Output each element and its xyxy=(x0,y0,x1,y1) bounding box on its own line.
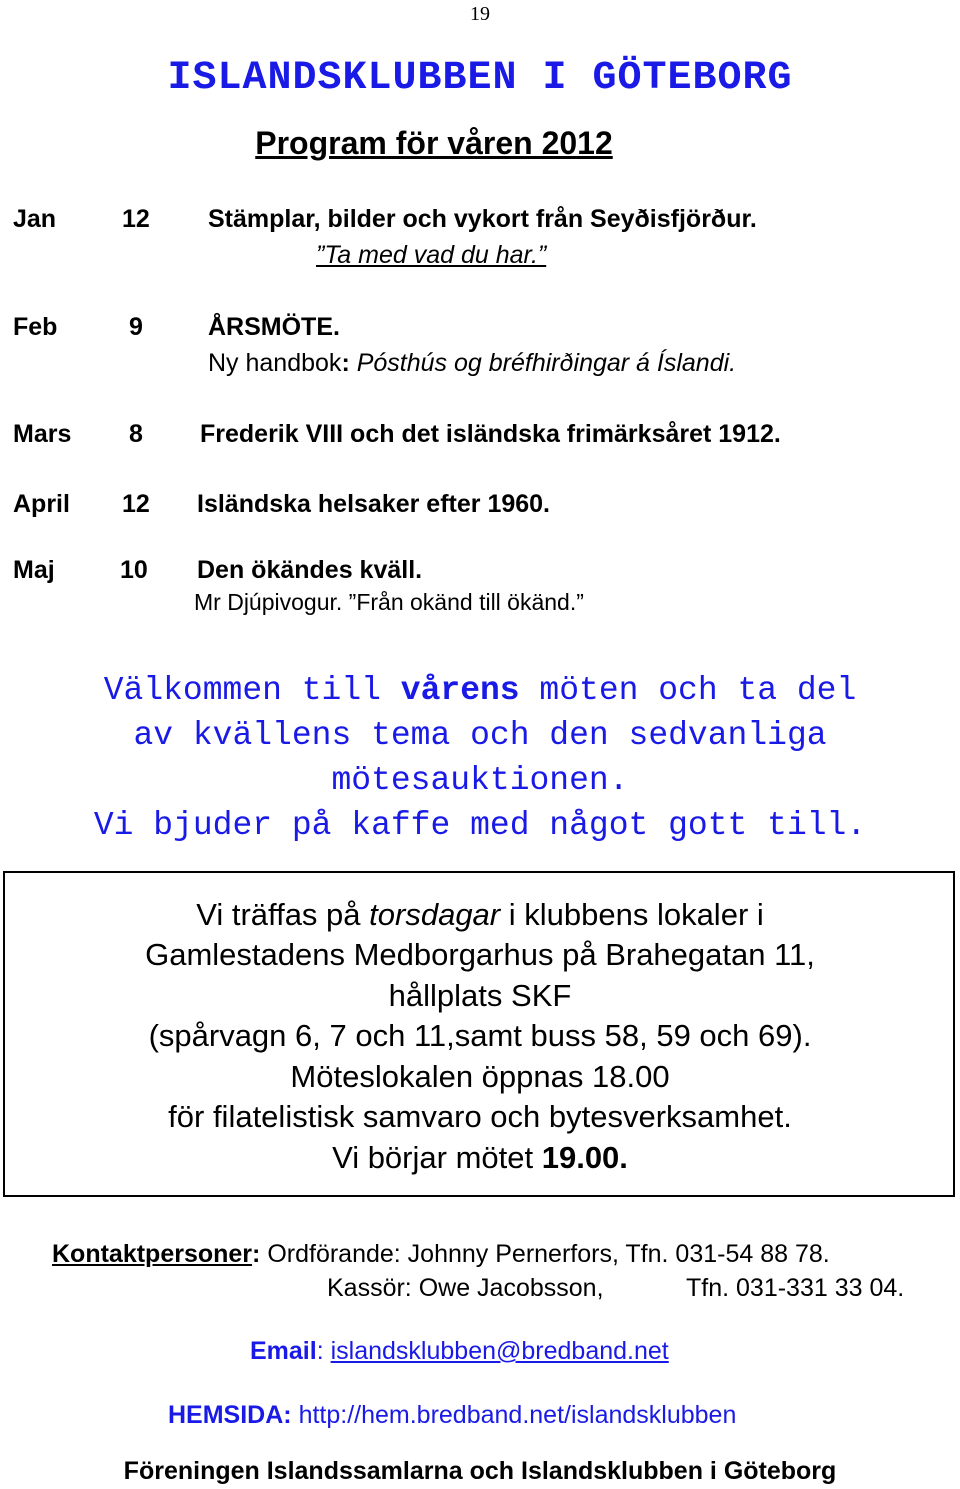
contacts-chair-line xyxy=(52,1240,830,1269)
email-line xyxy=(250,1337,669,1366)
event-day-feb: 9 xyxy=(129,313,143,341)
info-line-1-a: Vi träffas på xyxy=(196,897,370,932)
contacts-label: Kontaktpersoner xyxy=(52,1240,253,1268)
page-number: 19 xyxy=(470,3,490,25)
contacts-colon: : xyxy=(252,1240,261,1268)
info-line-5: Möteslokalen öppnas 18.00 xyxy=(290,1059,670,1094)
contacts-chair: Ordförande: Johnny Pernerfors, Tfn. 031-54 88 78. xyxy=(267,1240,830,1268)
event-day-jan: 12 xyxy=(122,205,150,233)
website-line xyxy=(168,1401,736,1430)
info-line-7-bold: 19.00. xyxy=(541,1140,628,1175)
program-title: Program för våren 2012 xyxy=(255,125,613,161)
event-title-jan: Stämplar, bilder och vykort från Seyðisfjörður. xyxy=(208,205,757,233)
event-note-maj xyxy=(194,589,584,616)
event-day-mars: 8 xyxy=(129,420,143,448)
website-label: HEMSIDA: xyxy=(168,1401,292,1429)
welcome-line-3: mötesauktionen. xyxy=(331,762,629,799)
welcome-line-1-a: Välkommen till xyxy=(103,672,401,709)
info-line-4: (spårvagn 6, 7 och 11,samt buss 58, 59 och 69). xyxy=(148,1018,812,1053)
event-note-maj-rest: ”Från okänd till ökänd.” xyxy=(348,589,584,615)
event-note-feb xyxy=(208,349,736,378)
info-line-6: för filatelistisk samvaro och bytesverksamhet. xyxy=(168,1099,792,1134)
event-note-feb-book: Pósthús og bréfhirðingar á Íslandi. xyxy=(356,349,737,377)
welcome-line-2: av kvällens tema och den sedvanliga xyxy=(133,717,827,754)
event-note-jan: ”Ta med vad du har.” xyxy=(316,241,547,269)
footer-text: Föreningen Islandssamlarna och Islandsklubben i Göteborg xyxy=(123,1457,837,1485)
email-link[interactable]: islandsklubben@bredband.net xyxy=(330,1337,669,1365)
event-month-maj: Maj xyxy=(13,556,55,584)
welcome-line-1 xyxy=(0,672,960,709)
email-label: Email xyxy=(250,1337,317,1365)
info-line-2: Gamlestadens Medborgarhus på Brahegatan 11, xyxy=(145,937,815,972)
email-colon: : xyxy=(316,1337,324,1365)
info-line-1 xyxy=(0,897,960,933)
event-note-feb-prefix: Ny handbok xyxy=(208,349,342,377)
info-line-7 xyxy=(0,1140,960,1176)
welcome-line-1-b: möten och ta del xyxy=(519,672,857,709)
club-title: ISLANDSKLUBBEN I GÖTEBORG xyxy=(167,56,793,101)
website-link[interactable]: http://hem.bredband.net/islandsklubben xyxy=(298,1401,737,1429)
event-month-feb: Feb xyxy=(13,313,58,341)
event-note-feb-colon: : xyxy=(341,349,350,377)
event-note-maj-prefix: Mr Djúpivogur. xyxy=(194,589,343,615)
info-line-7-a: Vi börjar mötet xyxy=(332,1140,542,1175)
event-day-april: 12 xyxy=(122,490,150,518)
event-month-mars: Mars xyxy=(13,420,72,448)
contacts-treasurer-phone: Tfn. 031-331 33 04. xyxy=(686,1274,905,1302)
contacts-treasurer-name: Kassör: Owe Jacobsson, xyxy=(327,1274,604,1302)
info-line-3: hållplats SKF xyxy=(388,978,572,1013)
event-title-feb: ÅRSMÖTE. xyxy=(208,313,340,341)
event-title-mars: Frederik VIII och det isländska frimärksåret 1912. xyxy=(200,420,781,448)
event-month-april: April xyxy=(13,490,70,518)
event-title-april: Isländska helsaker efter 1960. xyxy=(197,490,551,518)
info-line-1-b: i klubbens lokaler i xyxy=(500,897,764,932)
info-line-1-italic: torsdagar xyxy=(369,897,501,932)
welcome-line-1-bold: vårens xyxy=(400,672,520,709)
event-title-maj: Den ökändes kväll. xyxy=(197,556,423,584)
event-day-maj: 10 xyxy=(120,556,148,584)
welcome-line-4: Vi bjuder på kaffe med något gott till. xyxy=(93,807,867,844)
event-month-jan: Jan xyxy=(13,205,57,233)
